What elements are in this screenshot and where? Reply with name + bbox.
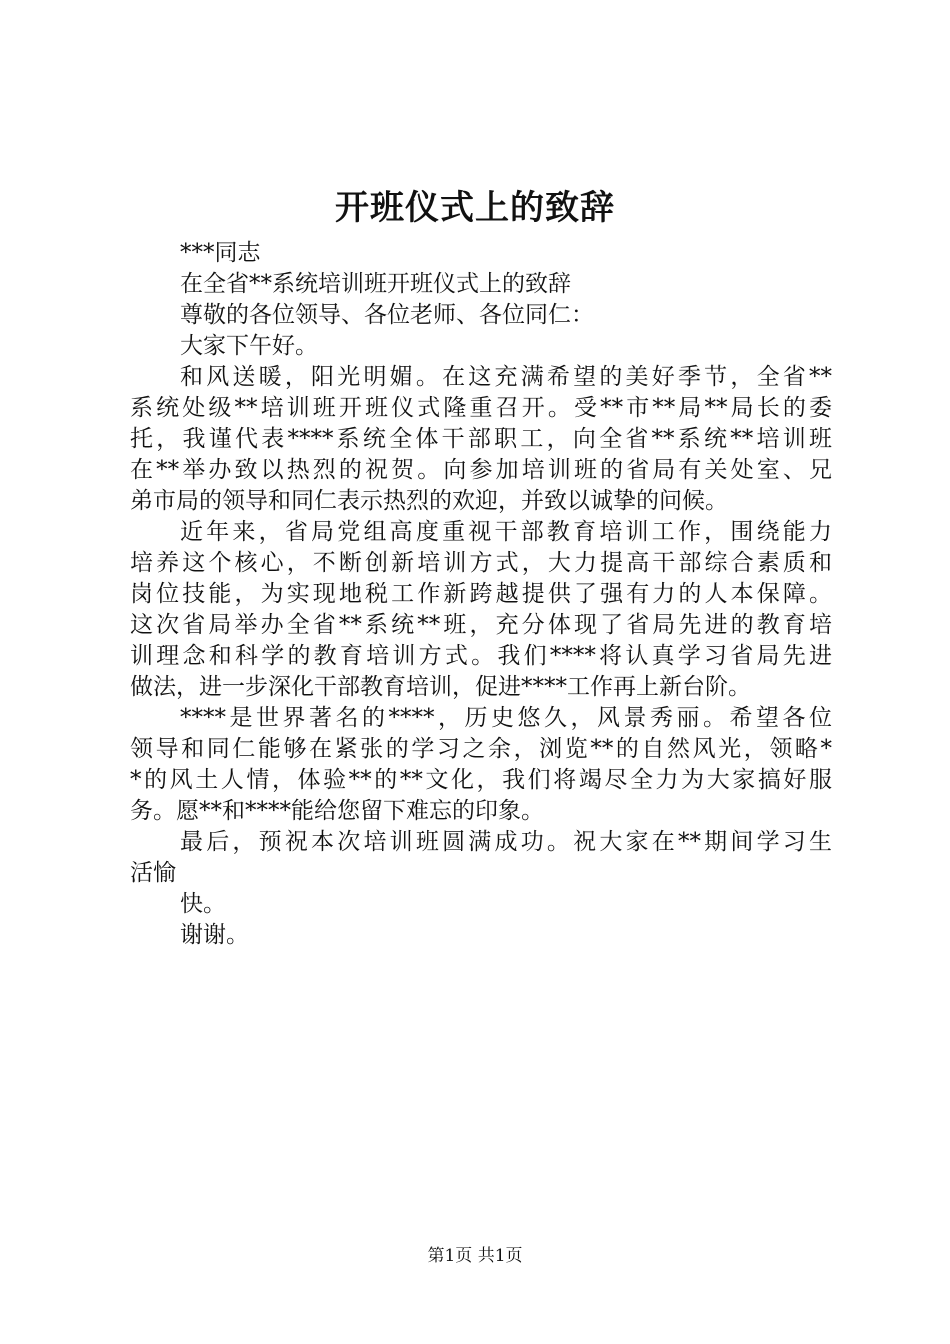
body-line: 弟市局的领导和同仁表示热烈的欢迎，并致以诚挚的问候。 xyxy=(130,488,728,514)
page-footer: 第1页 共1页 xyxy=(427,1246,523,1266)
body-line: *的风土人情，体验**的**文化，我们将竭尽全力为大家搞好服 xyxy=(130,767,832,793)
body-line: 领导和同仁能够在紧张的学习之余，浏览**的自然风光，领略* xyxy=(130,736,832,762)
body-line: ****是世界著名的****，历史悠久，风景秀丽。希望各位 xyxy=(180,705,832,731)
document-title: 开班仪式上的致辞 xyxy=(335,188,615,228)
body-line: 最后，预祝本次培训班圆满成功。祝大家在**期间学习生 xyxy=(180,829,832,855)
body-line: 岗位技能，为实现地税工作新跨越提供了强有力的人本保障。 xyxy=(130,581,832,607)
body-line: 活愉 xyxy=(130,860,176,886)
body-line: 托，我谨代表****系统全体干部职工，向全省**系统**培训班 xyxy=(130,426,832,452)
body-line: 和风送暖，阳光明媚。在这充满希望的美好季节，全省** xyxy=(180,364,832,390)
body-line: 谢谢。 xyxy=(180,922,249,948)
body-line: 训理念和科学的教育培训方式。我们****将认真学习省局先进 xyxy=(130,643,832,669)
document-body xyxy=(130,238,832,951)
body-line: 做法，进一步深化干部教育培训，促进****工作再上新台阶。 xyxy=(130,674,751,700)
body-line: ***同志 xyxy=(180,240,261,266)
body-line: 培养这个核心，不断创新培训方式，大力提高干部综合素质和 xyxy=(130,550,832,576)
body-line: 尊敬的各位领导、各位老师、各位同仁： xyxy=(180,302,594,328)
body-line: 系统处级**培训班开班仪式隆重召开。受**市**局**局长的委 xyxy=(130,395,832,421)
body-line: 快。 xyxy=(180,891,226,917)
body-line: 这次省局举办全省**系统**班，充分体现了省局先进的教育培 xyxy=(130,612,832,638)
body-line: 近年来，省局党组高度重视干部教育培训工作，围绕能力 xyxy=(180,519,832,545)
body-line: 务。愿**和****能给您留下难忘的印象。 xyxy=(130,798,544,824)
body-line: 在全省**系统培训班开班仪式上的致辞 xyxy=(180,271,571,297)
body-line: 在**举办致以热烈的祝贺。向参加培训班的省局有关处室、兄 xyxy=(130,457,832,483)
body-line: 大家下午好。 xyxy=(180,333,318,359)
